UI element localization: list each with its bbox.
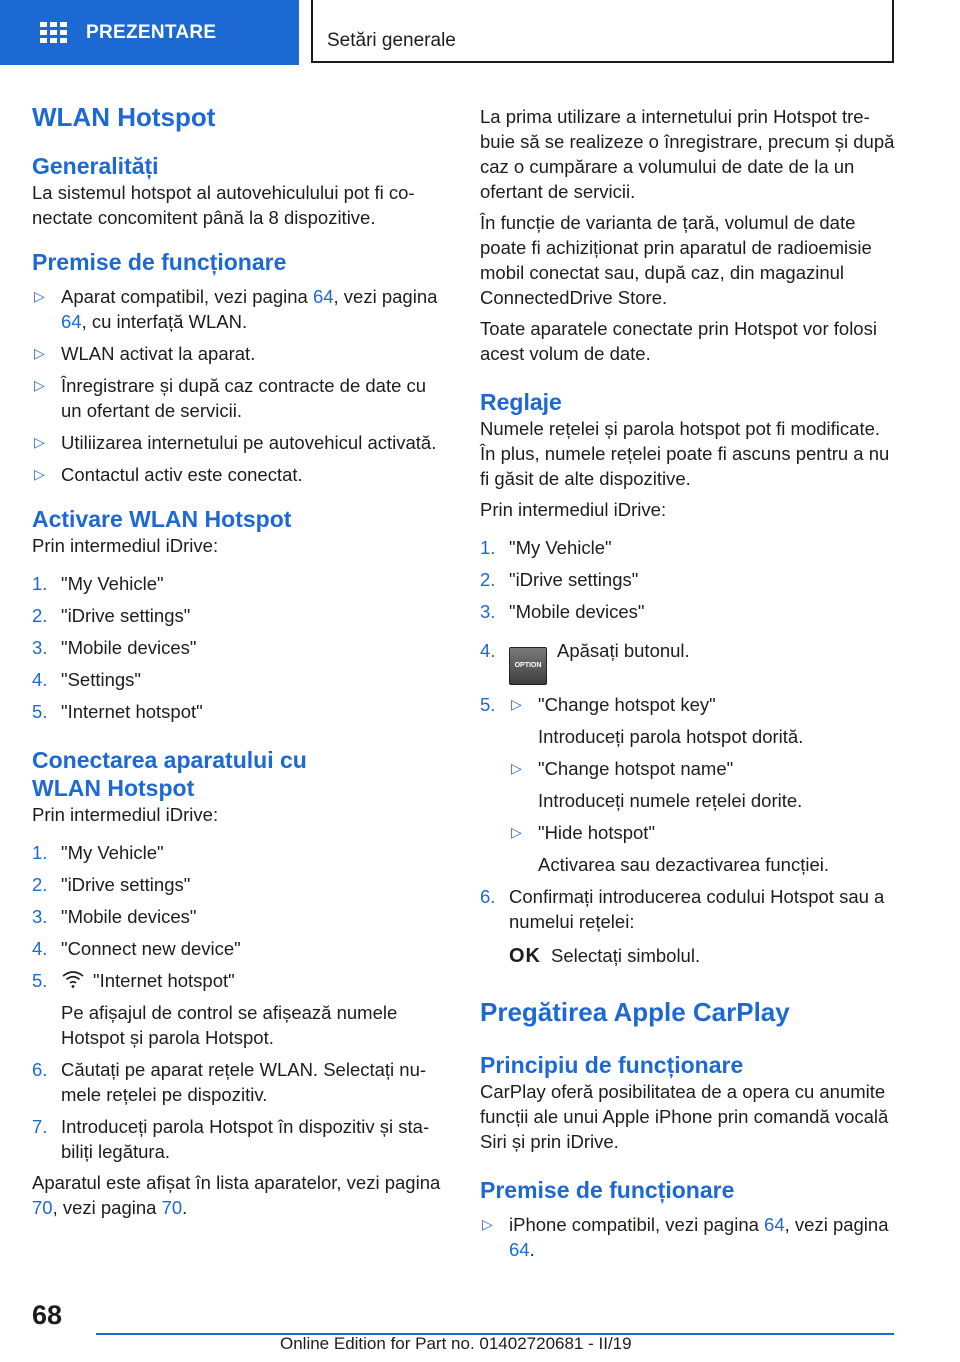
step-text: "iDrive settings": [509, 569, 639, 590]
text: , vezi pagina: [52, 1197, 162, 1218]
step-number: 5.: [32, 701, 48, 722]
triangle-bullet-icon: [32, 341, 61, 366]
step-subtext: Pe afișajul de control se afișează numele Hotspot și parola Hotspot.: [61, 1002, 398, 1048]
sub-item-desc: Introduceți parola hotspot dorită.: [538, 726, 804, 747]
text: Selectați simbolul.: [551, 945, 701, 966]
list-item: [32, 341, 450, 366]
list-item: [32, 603, 450, 628]
heading-general: Generalități: [32, 153, 159, 179]
step-text: "Connect new device": [61, 938, 241, 959]
intro-text: Prin intermediul iDrive:: [480, 499, 667, 520]
footer-edition: Online Edition for Part no. 01402720681 - II/19: [280, 1334, 632, 1353]
carplay-prerequisite-list: [480, 1212, 898, 1262]
triangle-bullet-icon: [509, 820, 538, 877]
wifi-icon: [61, 969, 85, 989]
list-item-text: Contactul activ este conectat.: [61, 464, 303, 485]
text: .: [182, 1197, 188, 1218]
sub-item-label: "Change hotspot name": [538, 758, 734, 779]
step-number: 4.: [32, 938, 48, 959]
text: , cu interfață WLAN.: [81, 311, 248, 332]
sub-item-desc: Introduceți numele rețelei dorite.: [538, 790, 803, 811]
step-text: "Internet hotspot": [93, 970, 235, 991]
step-number: 4.: [32, 669, 48, 690]
heading-carplay: Pregătirea Apple CarPlay: [480, 997, 790, 1027]
sub-item: [509, 820, 898, 877]
heading-activate-hotspot: Activare WLAN Hotspot: [32, 506, 292, 532]
list-item: [32, 284, 450, 334]
page-link[interactable]: 70: [161, 1197, 183, 1218]
list-item: [32, 635, 450, 660]
step-subtext: [509, 943, 898, 969]
list-item: [480, 567, 898, 592]
page-link[interactable]: 64: [764, 1214, 785, 1235]
step-text: "Mobile devices": [61, 637, 197, 658]
list-item: [480, 692, 898, 877]
step-text: "My Vehicle": [61, 573, 164, 594]
list-item-text: WLAN activat la aparat.: [61, 343, 256, 364]
prerequisite-list: [32, 284, 450, 487]
list-item: [32, 1057, 450, 1107]
step-number: 6.: [32, 1059, 48, 1080]
intro-text: Prin intermediul iDrive:: [32, 535, 219, 556]
step-number: 1.: [32, 842, 48, 863]
heading-line: WLAN Hotspot: [32, 775, 195, 801]
step-text: Confirmați introducerea codului Hotspot sau a numelui rețelei:: [509, 886, 885, 932]
list-item: [32, 571, 450, 596]
list-item: [32, 840, 450, 865]
triangle-bullet-icon: [509, 692, 538, 749]
heading-settings: Reglaje: [480, 389, 562, 415]
step-text: "Mobile devices": [61, 906, 197, 927]
step-number: 2.: [32, 605, 48, 626]
left-column: [32, 100, 450, 1220]
step-text: Introduceți parola Hotspot în dispozitiv și stabiliți legătura.: [61, 1116, 430, 1162]
triangle-bullet-icon: [32, 462, 61, 487]
paragraph: Toate aparatele conectate prin Hotspot vor folosi acest volum de date.: [480, 318, 877, 364]
page-number: 68: [32, 1300, 63, 1330]
step-number: 2.: [480, 569, 496, 590]
list-item: [32, 904, 450, 929]
step-text: "Settings": [61, 669, 141, 690]
paragraph: În funcție de varianta de țară, volumul de date poate fi achiziționat prin aparatul de radioemisie mobil conectat sau, după caz, din magazinul ConnectedDrive Store.: [480, 212, 872, 308]
activate-steps: [32, 571, 450, 724]
list-item: [32, 699, 450, 724]
step-text: "iDrive settings": [61, 874, 191, 895]
step-text: Căutați pe aparat rețele WLAN. Selectați numele rețelei pe dispozitiv.: [61, 1059, 427, 1105]
intro-text: Prin intermediul iDrive:: [32, 804, 219, 825]
header-tab[interactable]: [0, 0, 299, 65]
list-item: [32, 430, 450, 455]
list-item: [32, 936, 450, 961]
step-text: Apăsați butonul.: [557, 640, 690, 661]
list-item: [480, 884, 898, 969]
list-item: [480, 638, 898, 685]
step-number: 1.: [480, 537, 496, 558]
page-link[interactable]: 64: [312, 286, 334, 307]
heading-principle: Principiu de funcționare: [480, 1052, 744, 1078]
step-text: "My Vehicle": [61, 842, 164, 863]
list-item: [32, 1114, 450, 1164]
step-number: 1.: [32, 573, 48, 594]
text: Aparatul este afișat în lista aparatelor, vezi pagina: [32, 1172, 441, 1193]
ok-symbol-icon: OK: [509, 945, 541, 967]
step-text: "Internet hotspot": [61, 701, 203, 722]
list-item: [480, 1212, 898, 1262]
settings-steps: [480, 535, 898, 969]
text: iPhone compatibil, vezi pagina: [509, 1214, 765, 1235]
settings-text: Numele rețelei și parola hotspot pot fi modificate. În plus, numele rețelei poate fi ascuns pentru a nu fi găsit de alte dispozitive.: [480, 418, 890, 489]
list-item: [32, 462, 450, 487]
text: , vezi pagina: [784, 1214, 889, 1235]
triangle-bullet-icon: [32, 284, 61, 334]
header-tab-label: PREZENTARE: [86, 21, 217, 43]
sub-item: [509, 756, 898, 813]
paragraph: La prima utilizare a internetului prin Hotspot trebuie să se realizeze o înregistrare, precum și după caz o cumpărare a volumului de date de la un ofertant de servicii.: [480, 106, 895, 202]
triangle-bullet-icon: [509, 756, 538, 813]
step-number: 2.: [32, 874, 48, 895]
step-number: 5.: [32, 970, 48, 991]
list-item: [480, 599, 898, 624]
heading-connect-device: [32, 746, 450, 802]
step-number: 4.: [480, 640, 496, 661]
heading-prerequisites: Premise de funcționare: [32, 249, 287, 275]
list-item: [480, 535, 898, 560]
step-number: 3.: [480, 601, 496, 622]
step-number: 3.: [32, 906, 48, 927]
heading-line: Conectarea aparatului cu: [32, 747, 307, 773]
page-link[interactable]: 70: [32, 1197, 53, 1218]
list-item: [32, 667, 450, 692]
connect-steps: [32, 840, 450, 1164]
sub-item-label: "Hide hotspot": [538, 822, 656, 843]
sub-item-label: "Change hotspot key": [538, 694, 716, 715]
list-item-text: Utiliizarea internetului pe autovehicul activată.: [61, 432, 437, 453]
triangle-bullet-icon: [32, 430, 61, 455]
heading-carplay-prerequisites: Premise de funcționare: [480, 1177, 735, 1203]
step-number: 6.: [480, 886, 496, 907]
sub-item-desc: Activarea sau dezactivarea funcției.: [538, 854, 830, 875]
triangle-bullet-icon: [32, 373, 61, 423]
heading-wlan-hotspot: WLAN Hotspot: [32, 102, 216, 132]
text: Aparat compatibil, vezi pagina: [61, 286, 313, 307]
header-section: [311, 0, 894, 63]
principle-text: CarPlay oferă posibilitatea de a opera cu anumite funcții ale unui Apple iPhone prin comandă vocală Siri și prin iDrive.: [480, 1081, 889, 1152]
sub-item: [509, 692, 898, 749]
step-number: 5.: [480, 694, 496, 715]
text: .: [529, 1239, 535, 1260]
list-item: [32, 373, 450, 423]
list-item-text: Înregistrare și după caz contracte de date cu un ofertant de servicii.: [61, 375, 427, 421]
step-text: "My Vehicle": [509, 537, 612, 558]
grid-menu-icon: [40, 22, 68, 44]
step-number: 7.: [32, 1116, 48, 1137]
list-item: [32, 968, 450, 1050]
option-button-icon: OPTION: [509, 647, 547, 685]
step-number: 3.: [32, 637, 48, 658]
section-title: Setări generale: [327, 30, 456, 51]
page-link[interactable]: 64: [61, 311, 82, 332]
step-text: "iDrive settings": [61, 605, 191, 626]
page-link[interactable]: 64: [509, 1239, 530, 1260]
triangle-bullet-icon: [480, 1212, 509, 1262]
note-text: [32, 1170, 450, 1220]
general-text: La sistemul hotspot al autovehiculului pot fi conectate concomitent până la 8 dispozitive.: [32, 182, 415, 228]
right-column: [480, 104, 898, 1262]
text: , vezi pagina: [333, 286, 438, 307]
list-item: [32, 872, 450, 897]
step-text: "Mobile devices": [509, 601, 645, 622]
